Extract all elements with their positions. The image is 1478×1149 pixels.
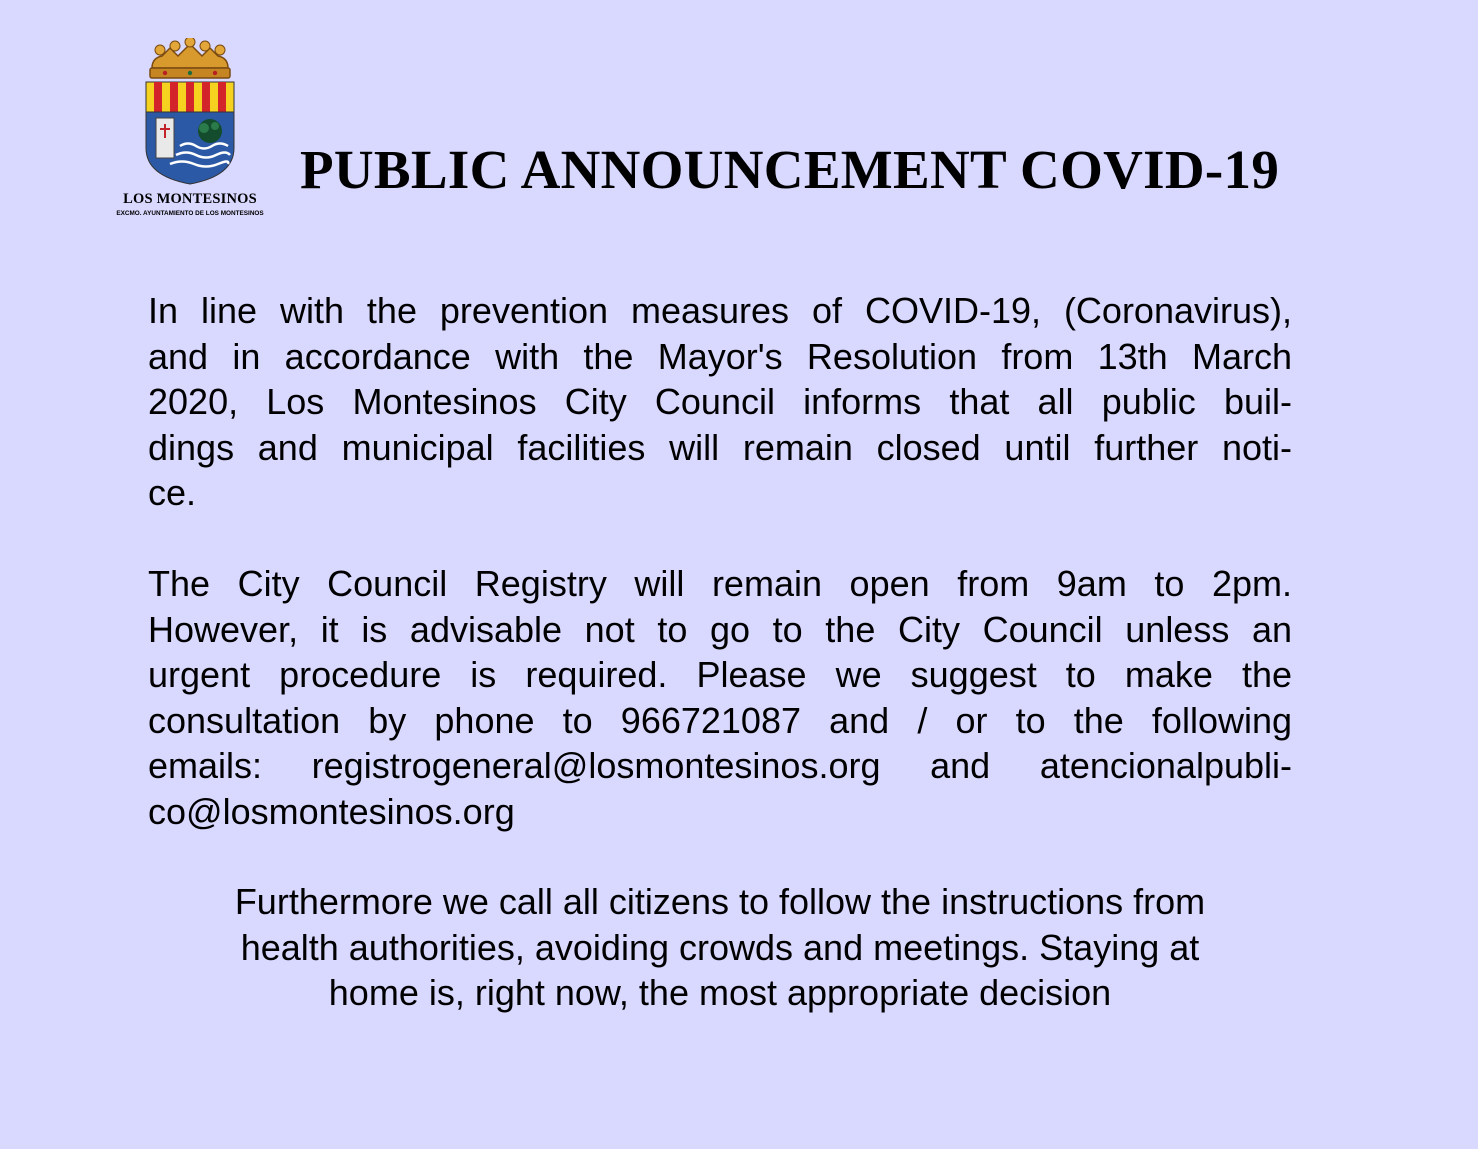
paragraph-line: and in accordance with the Mayor's Resolution from 13th March bbox=[148, 335, 1292, 377]
page-title: PUBLIC ANNOUNCEMENT COVID-19 bbox=[300, 139, 1280, 200]
crest-subtitle: EXCMO. AYUNTAMIENTO DE LOS MONTESINOS bbox=[116, 210, 264, 217]
paragraph-line: Furthermore we call all citizens to follow the instructions from bbox=[234, 881, 1206, 922]
paragraph-line: urgent procedure is required. Please we suggest to make the bbox=[148, 654, 1292, 695]
paragraph-line: emails: registrogeneral@losmontesinos.org and atencionalpubli- bbox=[148, 745, 1292, 786]
paragraph-health-advice bbox=[148, 879, 1292, 1016]
crown-icon bbox=[150, 38, 230, 78]
paragraph-line: dings and municipal facilities will remain closed until further noti- bbox=[148, 426, 1292, 468]
paragraph-line: home is, right now, the most appropriate decision bbox=[328, 972, 1112, 1013]
paragraph-line: However, it is advisable not to go to the City Council unless an bbox=[148, 608, 1292, 650]
paragraph-line: co@losmontesinos.org bbox=[148, 790, 515, 832]
paragraph-line: ce. bbox=[148, 472, 197, 513]
municipal-crest bbox=[108, 38, 272, 222]
paragraph-registry-info bbox=[148, 561, 1292, 834]
stripes-icon bbox=[146, 82, 234, 112]
paragraph-line: The City Council Registry will remain open from 9am to 2pm. bbox=[148, 563, 1292, 604]
paragraph-line: health authorities, avoiding crowds and meetings. Staying at bbox=[240, 926, 1200, 968]
crest-name: LOS MONTESINOS bbox=[123, 191, 257, 207]
paragraph-line: In line with the prevention measures of COVID-19, (Coronavirus), bbox=[148, 290, 1292, 331]
paragraph-closure-notice bbox=[148, 288, 1292, 516]
paragraph-line: consultation by phone to 966721087 and / or to the following bbox=[148, 699, 1292, 741]
coat-of-arms-icon bbox=[140, 38, 240, 188]
paragraph-line: 2020, Los Montesinos City Council informs that all public buil- bbox=[148, 381, 1292, 422]
